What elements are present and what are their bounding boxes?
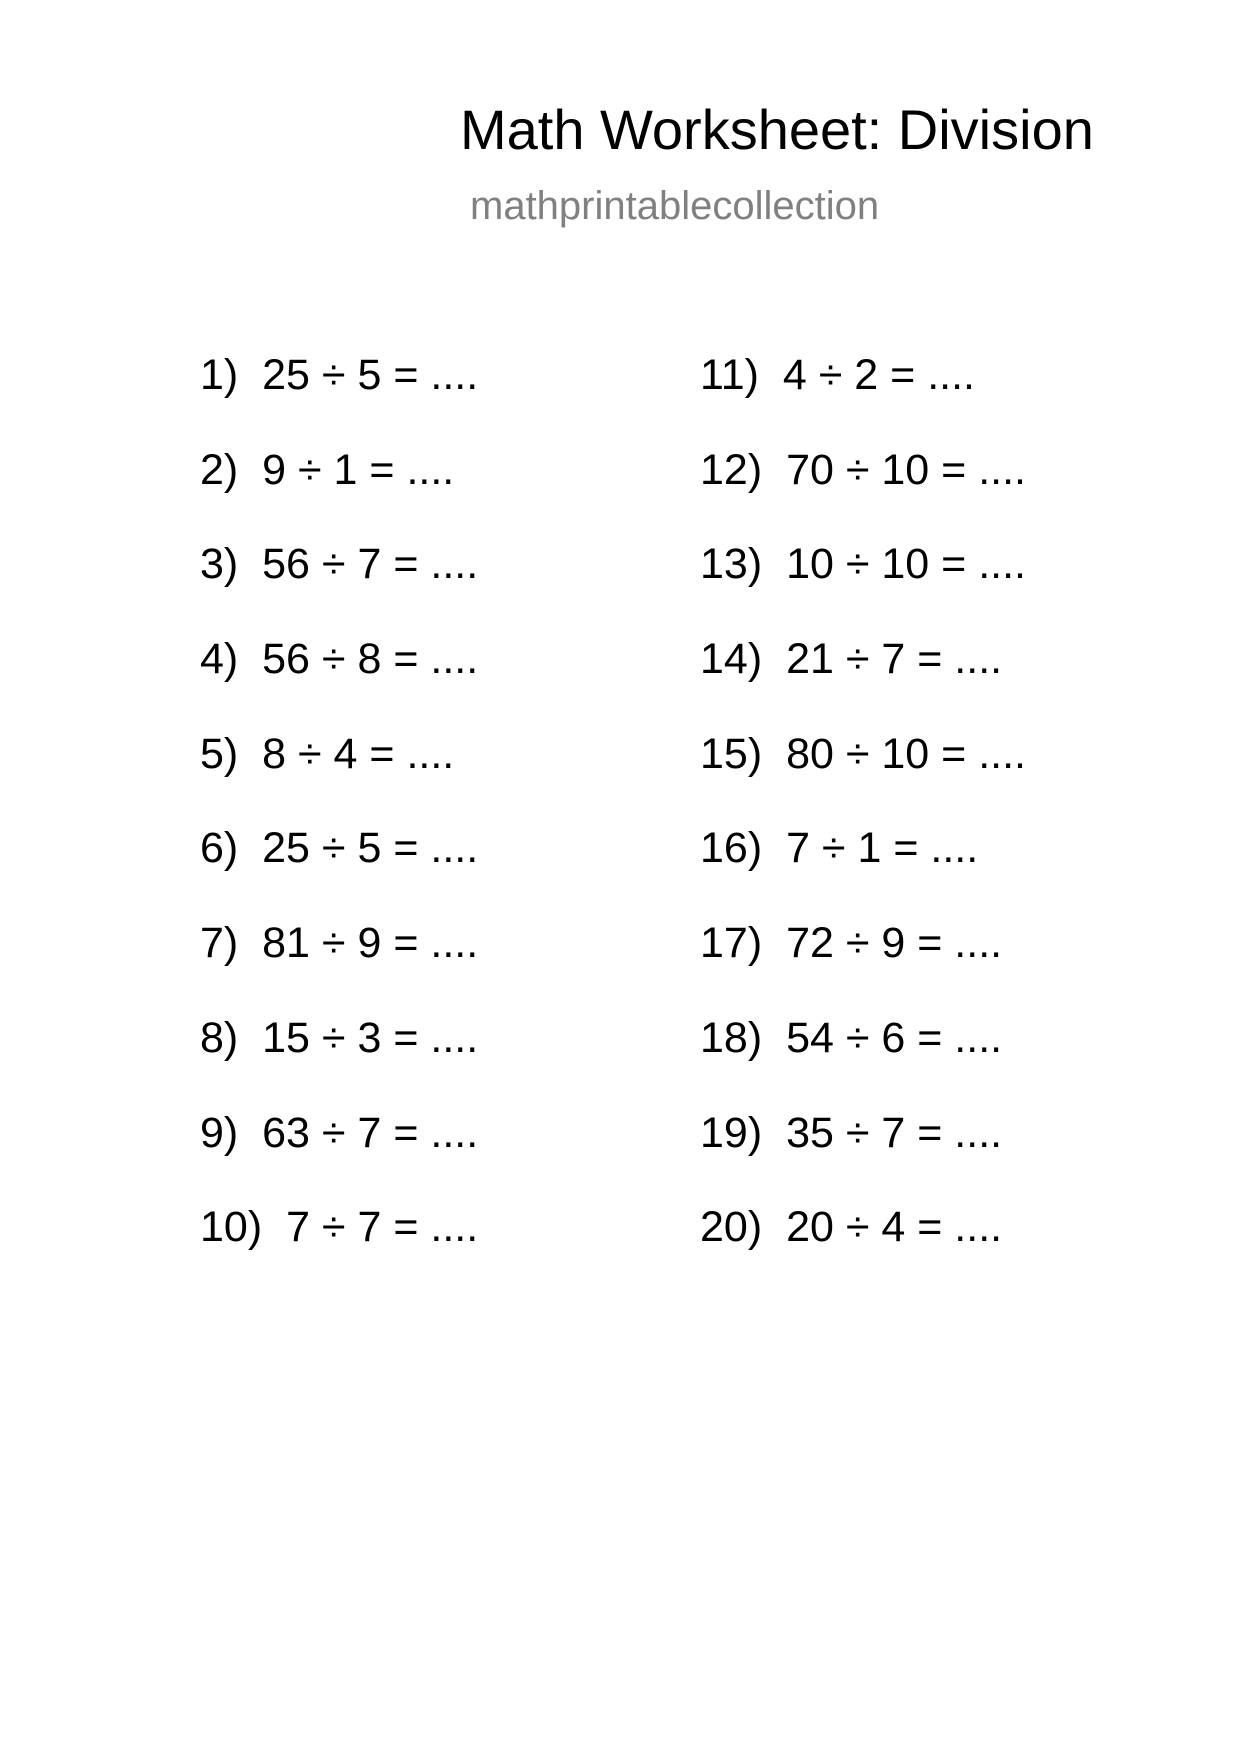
problem-number: 19) — [700, 1108, 763, 1157]
problem-number: 12) — [700, 445, 763, 494]
problem-number: 8) — [200, 1013, 239, 1062]
problem-item — [700, 440, 1026, 535]
problem-expression: 35 ÷ 7 = .... — [786, 1108, 1003, 1157]
problem-expression: 10 ÷ 10 = .... — [786, 540, 1027, 589]
problem-number: 3) — [200, 540, 239, 589]
problem-number: 15) — [700, 729, 763, 778]
problem-expression: 8 ÷ 4 = .... — [262, 729, 455, 778]
problem-number: 16) — [700, 824, 763, 873]
problem-item — [200, 724, 478, 819]
problem-item — [700, 629, 1026, 724]
problem-expression: 81 ÷ 9 = .... — [262, 919, 479, 968]
problem-number: 14) — [700, 635, 763, 684]
problem-item — [700, 818, 1026, 913]
problems-left-column — [200, 345, 478, 1292]
problem-item — [200, 534, 478, 629]
problem-item — [200, 913, 478, 1008]
problem-item — [700, 1103, 1026, 1198]
problem-expression: 7 ÷ 1 = .... — [786, 824, 979, 873]
problem-item — [700, 534, 1026, 629]
problem-item — [200, 1103, 478, 1198]
problem-expression: 80 ÷ 10 = .... — [786, 729, 1027, 778]
problem-item — [200, 345, 478, 440]
problem-expression: 25 ÷ 5 = .... — [262, 351, 479, 399]
problem-item — [700, 345, 1026, 440]
problems-right-column — [700, 345, 1026, 1292]
problem-number: 11) — [700, 351, 759, 399]
problem-item — [200, 818, 478, 913]
problem-item — [200, 1008, 478, 1103]
problem-item — [700, 724, 1026, 819]
problem-number: 7) — [200, 919, 239, 968]
problem-expression: 4 ÷ 2 = .... — [782, 351, 975, 399]
problem-expression: 21 ÷ 7 = .... — [786, 635, 1003, 684]
problem-expression: 7 ÷ 7 = .... — [286, 1203, 479, 1252]
problem-number: 17) — [700, 919, 763, 968]
page-subtitle: mathprintablecollection — [470, 184, 880, 228]
problem-expression: 56 ÷ 8 = .... — [262, 635, 479, 684]
problem-expression: 20 ÷ 4 = .... — [786, 1203, 1003, 1252]
problem-number: 10) — [200, 1203, 263, 1252]
problem-number: 6) — [200, 824, 239, 873]
problem-item — [700, 913, 1026, 1008]
problem-expression: 15 ÷ 3 = .... — [262, 1013, 479, 1062]
problem-item — [700, 1008, 1026, 1103]
page-title: Math Worksheet: Division — [460, 98, 1094, 161]
problem-item — [200, 440, 478, 535]
problem-number: 20) — [700, 1203, 763, 1252]
problem-item — [700, 1197, 1026, 1292]
problem-expression: 56 ÷ 7 = .... — [262, 540, 479, 589]
problem-expression: 9 ÷ 1 = .... — [262, 445, 455, 494]
problem-item — [200, 1197, 478, 1292]
problem-number: 5) — [200, 729, 239, 778]
problem-expression: 63 ÷ 7 = .... — [262, 1108, 479, 1157]
problem-expression: 70 ÷ 10 = .... — [786, 445, 1027, 494]
problem-expression: 72 ÷ 9 = .... — [786, 919, 1003, 968]
problem-expression: 54 ÷ 6 = .... — [786, 1013, 1003, 1062]
problem-item — [200, 629, 478, 724]
problem-number: 18) — [700, 1013, 763, 1062]
problem-number: 4) — [200, 635, 239, 684]
problem-number: 2) — [200, 445, 239, 494]
problem-number: 9) — [200, 1108, 239, 1157]
problem-number: 13) — [700, 540, 763, 589]
problem-expression: 25 ÷ 5 = .... — [262, 824, 479, 873]
problem-number: 1) — [200, 351, 239, 399]
